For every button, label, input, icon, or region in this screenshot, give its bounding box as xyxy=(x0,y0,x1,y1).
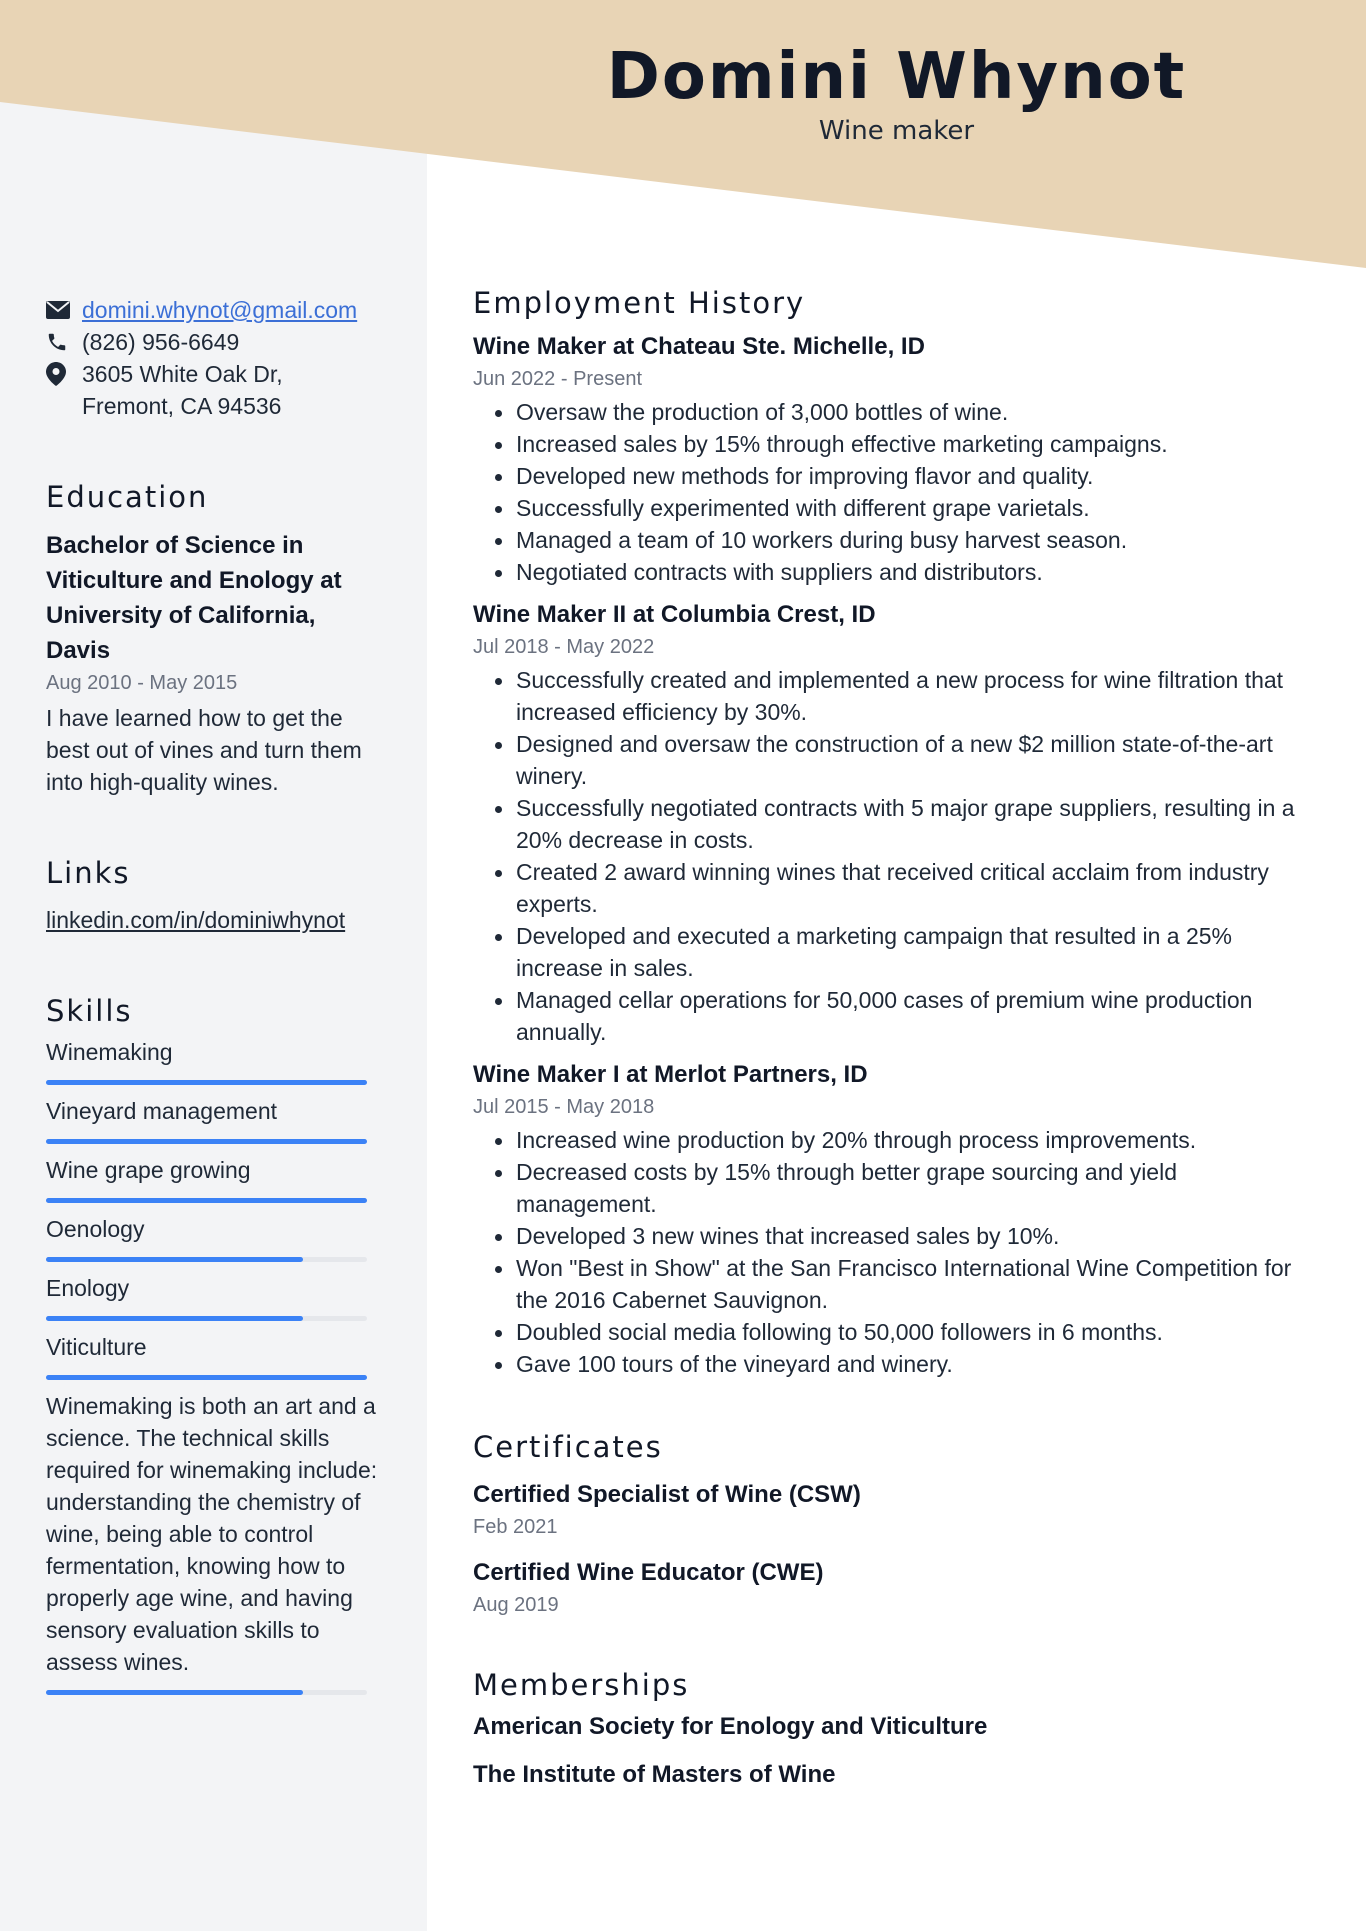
education-dates: Aug 2010 - May 2015 xyxy=(46,672,238,694)
certificates-section xyxy=(473,1430,1323,1620)
main-content xyxy=(473,286,1323,1792)
job-bullets xyxy=(473,664,1323,1048)
contact-email-row xyxy=(46,294,381,326)
job-entry xyxy=(473,1058,1323,1380)
job-bullet: Gave 100 tours of the vineyard and winery. xyxy=(473,1348,1323,1380)
skill-level-bar xyxy=(46,1375,367,1380)
job-bullet: Successfully experimented with different grape varietals. xyxy=(473,492,1323,524)
job-dates: Jul 2018 - May 2022 xyxy=(473,636,655,658)
skills-list xyxy=(46,1036,381,1380)
job-title: Wine Maker I at Merlot Partners, ID xyxy=(473,1061,868,1088)
skill-level-bar xyxy=(46,1198,367,1203)
candidate-name: Domini Whynot xyxy=(606,40,1187,114)
skill-name: Winemaking xyxy=(46,1039,173,1065)
sidebar xyxy=(46,294,381,1705)
memberships-heading: Memberships xyxy=(473,1668,690,1702)
certificate-item xyxy=(473,1556,1323,1620)
jobs-list xyxy=(473,330,1323,1380)
certificate-title: Certified Specialist of Wine (CSW) xyxy=(473,1481,861,1508)
skill-name: Oenology xyxy=(46,1216,145,1242)
education-degree: Bachelor of Science in Viticulture and Enology at University of California, Davis xyxy=(46,532,342,664)
links-heading: Links xyxy=(46,856,131,890)
skills-heading: Skills xyxy=(46,994,133,1028)
skills-description-bar-fill xyxy=(46,1690,303,1695)
certificate-item xyxy=(473,1478,1323,1542)
job-bullet: Decreased costs by 15% through better grape sourcing and yield management. xyxy=(473,1156,1323,1220)
certificates-heading: Certificates xyxy=(473,1430,663,1464)
skill-level-bar xyxy=(46,1080,367,1085)
skill-level-fill xyxy=(46,1375,367,1380)
phone-icon xyxy=(46,326,82,358)
education-section xyxy=(46,480,381,798)
skill-name: Vineyard management xyxy=(46,1098,277,1124)
skill-item xyxy=(46,1272,381,1321)
address-text: 3605 White Oak Dr, Fremont, CA 94536 xyxy=(82,361,283,419)
job-bullet: Negotiated contracts with suppliers and distributors. xyxy=(473,556,1323,588)
membership-item: American Society for Enology and Viticulture xyxy=(473,1713,988,1740)
job-bullet: Successfully created and implemented a new process for wine filtration that increased efficiency by 30%. xyxy=(473,664,1323,728)
job-bullets xyxy=(473,396,1323,588)
job-bullet: Developed and executed a marketing campaign that resulted in a 25% increase in sales. xyxy=(473,920,1323,984)
education-heading: Education xyxy=(46,480,209,514)
certificate-date: Feb 2021 xyxy=(473,1516,558,1538)
linkedin-link[interactable]: linkedin.com/in/dominiwhynot xyxy=(46,907,346,933)
skills-description: Winemaking is both an art and a science. The technical skills required for winemaking include: understanding the chemistry of wine, being able to control fermentation, knowing how to properly age wine, and having sensory evaluation skills to assess wines. xyxy=(46,1393,378,1675)
certificates-list xyxy=(473,1478,1323,1620)
job-bullet: Successfully negotiated contracts with 5 major grape suppliers, resulting in a 20% decrease in costs. xyxy=(473,792,1323,856)
skill-name: Enology xyxy=(46,1275,130,1301)
job-bullet: Managed a team of 10 workers during busy harvest season. xyxy=(473,524,1323,556)
job-bullet: Won "Best in Show" at the San Francisco International Wine Competition for the 2016 Cabernet Sauvignon. xyxy=(473,1252,1323,1316)
job-bullet: Designed and oversaw the construction of a new $2 million state-of-the-art winery. xyxy=(473,728,1323,792)
job-title: Wine Maker at Chateau Ste. Michelle, ID xyxy=(473,333,925,360)
skill-item xyxy=(46,1213,381,1262)
phone-text: (826) 956-6649 xyxy=(82,329,240,355)
resume-header xyxy=(427,40,1366,146)
skill-name: Wine grape growing xyxy=(46,1157,251,1183)
skill-level-fill xyxy=(46,1257,303,1262)
memberships-list xyxy=(473,1710,1323,1792)
skill-item xyxy=(46,1331,381,1380)
skill-item xyxy=(46,1095,381,1144)
skill-level-bar xyxy=(46,1257,367,1262)
job-dates: Jul 2015 - May 2018 xyxy=(473,1096,655,1118)
skill-level-fill xyxy=(46,1080,367,1085)
email-link[interactable]: domini.whynot@gmail.com xyxy=(82,297,358,323)
job-dates: Jun 2022 - Present xyxy=(473,368,642,390)
skill-item xyxy=(46,1036,381,1085)
skill-level-fill xyxy=(46,1316,303,1321)
links-section xyxy=(46,856,381,936)
employment-heading: Employment History xyxy=(473,286,806,320)
skill-level-fill xyxy=(46,1198,367,1203)
job-bullet: Managed cellar operations for 50,000 cases of premium wine production annually. xyxy=(473,984,1323,1048)
education-description: I have learned how to get the best out of vines and turn them into high-quality wines. xyxy=(46,705,362,795)
job-bullet: Oversaw the production of 3,000 bottles of wine. xyxy=(473,396,1323,428)
skills-description-bar xyxy=(46,1690,367,1695)
skill-name: Viticulture xyxy=(46,1334,147,1360)
skill-item xyxy=(46,1154,381,1203)
job-bullet: Increased sales by 15% through effective marketing campaigns. xyxy=(473,428,1323,460)
job-title: Wine Maker II at Columbia Crest, ID xyxy=(473,601,876,628)
job-entry xyxy=(473,598,1323,1048)
skill-level-bar xyxy=(46,1139,367,1144)
skills-section xyxy=(46,994,381,1695)
memberships-section xyxy=(473,1668,1323,1792)
envelope-icon xyxy=(46,294,82,326)
job-bullet: Developed new methods for improving flavor and quality. xyxy=(473,460,1323,492)
job-bullet: Increased wine production by 20% through process improvements. xyxy=(473,1124,1323,1156)
contact-block xyxy=(46,294,381,422)
job-bullet: Developed 3 new wines that increased sales by 10%. xyxy=(473,1220,1323,1252)
job-entry xyxy=(473,330,1323,588)
skill-level-fill xyxy=(46,1139,367,1144)
certificate-date: Aug 2019 xyxy=(473,1594,559,1616)
contact-phone-row xyxy=(46,326,381,358)
employment-section xyxy=(473,286,1323,1380)
contact-address-row xyxy=(46,358,381,422)
skill-level-bar xyxy=(46,1316,367,1321)
job-bullet: Doubled social media following to 50,000 followers in 6 months. xyxy=(473,1316,1323,1348)
map-pin-icon xyxy=(46,358,82,390)
membership-item: The Institute of Masters of Wine xyxy=(473,1761,836,1788)
certificate-title: Certified Wine Educator (CWE) xyxy=(473,1559,824,1586)
candidate-job-title: Wine maker xyxy=(818,116,975,146)
job-bullet: Created 2 award winning wines that received critical acclaim from industry experts. xyxy=(473,856,1323,920)
job-bullets xyxy=(473,1124,1323,1380)
